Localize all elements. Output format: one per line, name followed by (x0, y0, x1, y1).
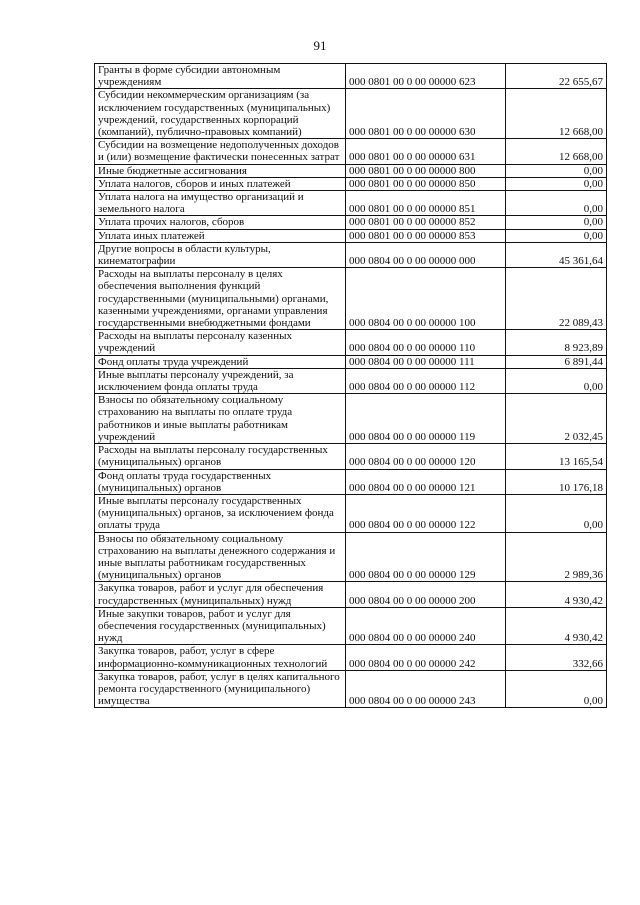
row-name: Закупка товаров, работ, услуг в сфере информационно-коммуникационных технологий (95, 645, 346, 670)
table-row (95, 670, 607, 708)
row-amount: 4 930,42 (506, 607, 607, 645)
row-amount: 0,00 (506, 229, 607, 242)
row-code: 000 0804 00 0 00 00000 200 (346, 582, 506, 607)
row-code: 000 0804 00 0 00 00000 242 (346, 645, 506, 670)
row-name: Уплата налога на имущество организаций и земельного налога (95, 191, 346, 216)
row-name: Расходы на выплаты персоналу в целях обеспечения выполнения функций государственными (муниципальными) органами, казенными учреждениями, органами управления государственными внебюджетными фондами (95, 268, 346, 330)
row-name: Иные закупки товаров, работ и услуг для обеспечения государственных (муниципальных) нужд (95, 607, 346, 645)
table-row (95, 177, 607, 190)
table-row (95, 64, 607, 89)
table-row (95, 469, 607, 494)
row-code: 000 0801 00 0 00 00000 850 (346, 177, 506, 190)
row-name: Иные выплаты персоналу учреждений, за исключением фонда оплаты труда (95, 368, 346, 393)
row-amount: 12 668,00 (506, 139, 607, 164)
row-amount: 6 891,44 (506, 355, 607, 368)
page-number: 91 (313, 38, 327, 53)
row-name: Расходы на выплаты персоналу казенных учреждений (95, 330, 346, 355)
row-code: 000 0804 00 0 00 00000 129 (346, 532, 506, 582)
row-amount: 22 089,43 (506, 268, 607, 330)
row-code: 000 0804 00 0 00 00000 121 (346, 469, 506, 494)
table-row (95, 330, 607, 355)
row-amount: 0,00 (506, 494, 607, 532)
table-row (95, 242, 607, 267)
row-name: Иные бюджетные ассигнования (95, 164, 346, 177)
table-row (95, 444, 607, 469)
row-code: 000 0804 00 0 00 00000 110 (346, 330, 506, 355)
row-code: 000 0801 00 0 00 00000 800 (346, 164, 506, 177)
row-amount: 22 655,67 (506, 64, 607, 89)
row-amount: 12 668,00 (506, 89, 607, 139)
row-name: Субсидии на возмещение недополученных доходов и (или) возмещение фактически понесенных затрат (95, 139, 346, 164)
row-code: 000 0804 00 0 00 00000 120 (346, 444, 506, 469)
row-name: Закупка товаров, работ и услуг для обеспечения государственных (муниципальных) нужд (95, 582, 346, 607)
row-amount: 0,00 (506, 164, 607, 177)
row-name: Расходы на выплаты персоналу государственных (муниципальных) органов (95, 444, 346, 469)
table-row (95, 139, 607, 164)
row-code: 000 0801 00 0 00 00000 623 (346, 64, 506, 89)
table-row (95, 216, 607, 229)
row-code: 000 0801 00 0 00 00000 851 (346, 191, 506, 216)
row-amount: 332,66 (506, 645, 607, 670)
row-amount: 4 930,42 (506, 582, 607, 607)
row-amount: 2 989,36 (506, 532, 607, 582)
table-row (95, 229, 607, 242)
row-name: Уплата прочих налогов, сборов (95, 216, 346, 229)
row-amount: 45 361,64 (506, 242, 607, 267)
row-code: 000 0801 00 0 00 00000 853 (346, 229, 506, 242)
row-amount: 8 923,89 (506, 330, 607, 355)
row-code: 000 0804 00 0 00 00000 240 (346, 607, 506, 645)
row-amount: 0,00 (506, 368, 607, 393)
row-code: 000 0804 00 0 00 00000 243 (346, 670, 506, 708)
table-row (95, 368, 607, 393)
table-row (95, 532, 607, 582)
budget-table (94, 63, 607, 708)
row-code: 000 0804 00 0 00 00000 111 (346, 355, 506, 368)
row-amount: 10 176,18 (506, 469, 607, 494)
row-name: Другие вопросы в области культуры, кинематографии (95, 242, 346, 267)
row-name: Фонд оплаты труда государственных (муниципальных) органов (95, 469, 346, 494)
row-code: 000 0801 00 0 00 00000 631 (346, 139, 506, 164)
row-code: 000 0804 00 0 00 00000 112 (346, 368, 506, 393)
table-row (95, 394, 607, 444)
row-code: 000 0804 00 0 00 00000 000 (346, 242, 506, 267)
row-amount: 0,00 (506, 191, 607, 216)
row-name: Взносы по обязательному социальному страхованию на выплаты по оплате труда работников и иные выплаты работникам учреждений (95, 394, 346, 444)
table-row (95, 494, 607, 532)
row-name: Иные выплаты персоналу государственных (муниципальных) органов, за исключением фонда оплаты труда (95, 494, 346, 532)
row-name: Фонд оплаты труда учреждений (95, 355, 346, 368)
row-amount: 0,00 (506, 216, 607, 229)
row-amount: 0,00 (506, 177, 607, 190)
table-row (95, 164, 607, 177)
table-row (95, 355, 607, 368)
row-code: 000 0804 00 0 00 00000 119 (346, 394, 506, 444)
row-name: Уплата налогов, сборов и иных платежей (95, 177, 346, 190)
row-name: Гранты в форме субсидии автономным учреждениям (95, 64, 346, 89)
row-name: Закупка товаров, работ, услуг в целях капитального ремонта государственного (муниципального) имущества (95, 670, 346, 708)
table-row (95, 607, 607, 645)
row-amount: 13 165,54 (506, 444, 607, 469)
row-name: Субсидии некоммерческим организациям (за исключением государственных (муниципальных) учреждений, государственных корпораций (компаний), публично-правовых компаний) (95, 89, 346, 139)
row-name: Взносы по обязательному социальному страхованию на выплаты денежного содержания и иные выплаты работникам государственных (муниципальных) органов (95, 532, 346, 582)
table-row (95, 191, 607, 216)
row-code: 000 0804 00 0 00 00000 100 (346, 268, 506, 330)
table-row (95, 268, 607, 330)
row-code: 000 0801 00 0 00 00000 630 (346, 89, 506, 139)
table-row (95, 89, 607, 139)
row-code: 000 0804 00 0 00 00000 122 (346, 494, 506, 532)
row-amount: 0,00 (506, 670, 607, 708)
row-amount: 2 032,45 (506, 394, 607, 444)
table-row (95, 582, 607, 607)
row-name: Уплата иных платежей (95, 229, 346, 242)
row-code: 000 0801 00 0 00 00000 852 (346, 216, 506, 229)
table-row (95, 645, 607, 670)
